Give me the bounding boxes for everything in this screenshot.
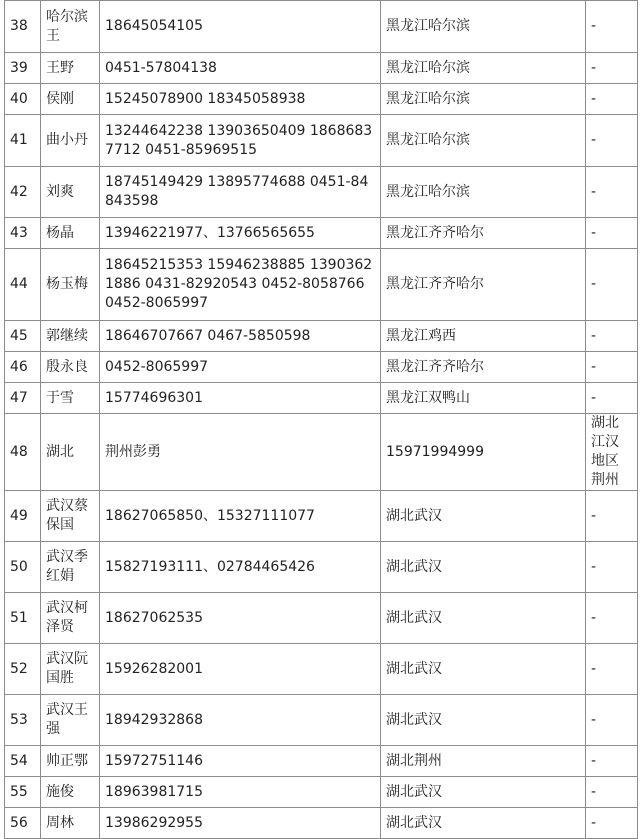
phone-numbers-cell: 15827193111、02784465426 [100,542,381,593]
phone-numbers-cell: 18627062535 [100,593,381,644]
row-number-cell: 44 [5,249,41,321]
table-row [5,352,638,383]
table-row [5,53,638,84]
contact-name-cell: 杨晶 [41,218,100,249]
table-row [5,593,638,644]
table-row [5,777,638,808]
location-cell: 黑龙江哈尔滨 [381,84,586,115]
table-row [5,115,638,167]
note-cell: - [586,84,638,115]
table-row [5,249,638,321]
row-number-cell: 39 [5,53,41,84]
row-number-cell: 56 [5,808,41,839]
contact-name-cell: 侯刚 [41,84,100,115]
phone-numbers-cell: 18646707667 0467-5850598 [100,321,381,352]
note-cell: - [586,167,638,218]
table-row [5,84,638,115]
row-number-cell: 52 [5,644,41,695]
note-cell: 湖北江汉地区荆州 [586,414,638,491]
table-row [5,808,638,839]
note-cell: - [586,746,638,777]
location-cell: 黑龙江鸡西 [381,321,586,352]
table-row [5,1,638,53]
phone-numbers-cell: 15972751146 [100,746,381,777]
table-row [5,218,638,249]
table-row [5,695,638,746]
phone-numbers-cell: 15926282001 [100,644,381,695]
row-number-cell: 45 [5,321,41,352]
row-number-cell: 48 [5,414,41,491]
phone-numbers-cell: 15245078900 18345058938 [100,84,381,115]
location-cell: 湖北武汉 [381,644,586,695]
contact-name-cell: 周林 [41,808,100,839]
note-cell: - [586,352,638,383]
note-cell: - [586,383,638,414]
location-cell: 黑龙江哈尔滨 [381,1,586,53]
phone-numbers-cell: 18963981715 [100,777,381,808]
location-cell: 15971994999 [381,414,586,491]
table-row [5,644,638,695]
row-number-cell: 54 [5,746,41,777]
contact-name-cell: 施俊 [41,777,100,808]
phone-numbers-cell: 18745149429 13895774688 0451-84843598 [100,167,381,218]
row-number-cell: 41 [5,115,41,167]
note-cell: - [586,321,638,352]
phone-numbers-cell: 13946221977、13766565655 [100,218,381,249]
contact-name-cell: 于雪 [41,383,100,414]
phone-numbers-cell: 0452-8065997 [100,352,381,383]
location-cell: 黑龙江齐齐哈尔 [381,352,586,383]
row-number-cell: 53 [5,695,41,746]
note-cell: - [586,53,638,84]
contact-name-cell: 哈尔滨王 [41,1,100,53]
location-cell: 湖北武汉 [381,808,586,839]
table-row [5,167,638,218]
note-cell: - [586,593,638,644]
contact-name-cell: 刘爽 [41,167,100,218]
note-cell: - [586,808,638,839]
note-cell: - [586,218,638,249]
phone-numbers-cell: 13986292955 [100,808,381,839]
row-number-cell: 40 [5,84,41,115]
location-cell: 黑龙江哈尔滨 [381,167,586,218]
location-cell: 湖北武汉 [381,593,586,644]
location-cell: 黑龙江齐齐哈尔 [381,249,586,321]
row-number-cell: 42 [5,167,41,218]
contact-name-cell: 武汉柯泽贤 [41,593,100,644]
contact-name-cell: 武汉阮国胜 [41,644,100,695]
row-number-cell: 49 [5,491,41,542]
contact-name-cell: 殷永良 [41,352,100,383]
row-number-cell: 43 [5,218,41,249]
table-row [5,542,638,593]
table-row [5,491,638,542]
phone-numbers-cell: 荆州彭勇 [100,414,381,491]
location-cell: 湖北武汉 [381,777,586,808]
location-cell: 湖北武汉 [381,695,586,746]
phone-numbers-cell: 13244642238 13903650409 18686837712 0451-85969515 [100,115,381,167]
contact-name-cell: 王野 [41,53,100,84]
contact-name-cell: 湖北 [41,414,100,491]
contact-name-cell: 武汉蔡保国 [41,491,100,542]
location-cell: 湖北荆州 [381,746,586,777]
table-row [5,414,638,491]
phone-numbers-cell: 15774696301 [100,383,381,414]
location-cell: 黑龙江哈尔滨 [381,53,586,84]
contact-name-cell: 曲小丹 [41,115,100,167]
row-number-cell: 55 [5,777,41,808]
location-cell: 黑龙江哈尔滨 [381,115,586,167]
contact-name-cell: 武汉季红娟 [41,542,100,593]
location-cell: 黑龙江齐齐哈尔 [381,218,586,249]
table-row [5,383,638,414]
phone-numbers-cell: 18627065850、15327111077 [100,491,381,542]
note-cell: - [586,1,638,53]
note-cell: - [586,777,638,808]
location-cell: 湖北武汉 [381,542,586,593]
phone-numbers-cell: 18645054105 [100,1,381,53]
row-number-cell: 50 [5,542,41,593]
row-number-cell: 46 [5,352,41,383]
contacts-table-body [5,1,638,839]
contact-name-cell: 帅正鄂 [41,746,100,777]
note-cell: - [586,644,638,695]
table-row [5,321,638,352]
location-cell: 黑龙江双鸭山 [381,383,586,414]
table-row [5,746,638,777]
phone-numbers-cell: 18942932868 [100,695,381,746]
note-cell: - [586,491,638,542]
row-number-cell: 51 [5,593,41,644]
contact-name-cell: 郭继续 [41,321,100,352]
row-number-cell: 47 [5,383,41,414]
note-cell: - [586,115,638,167]
row-number-cell: 38 [5,1,41,53]
phone-numbers-cell: 18645215353 15946238885 13903621886 0431-82920543 0452-8058766 0452-8065997 [100,249,381,321]
phone-numbers-cell: 0451-57804138 [100,53,381,84]
location-cell: 湖北武汉 [381,491,586,542]
contact-name-cell: 武汉王强 [41,695,100,746]
note-cell: - [586,695,638,746]
contacts-table [4,0,638,839]
note-cell: - [586,542,638,593]
contact-name-cell: 杨玉梅 [41,249,100,321]
note-cell: - [586,249,638,321]
